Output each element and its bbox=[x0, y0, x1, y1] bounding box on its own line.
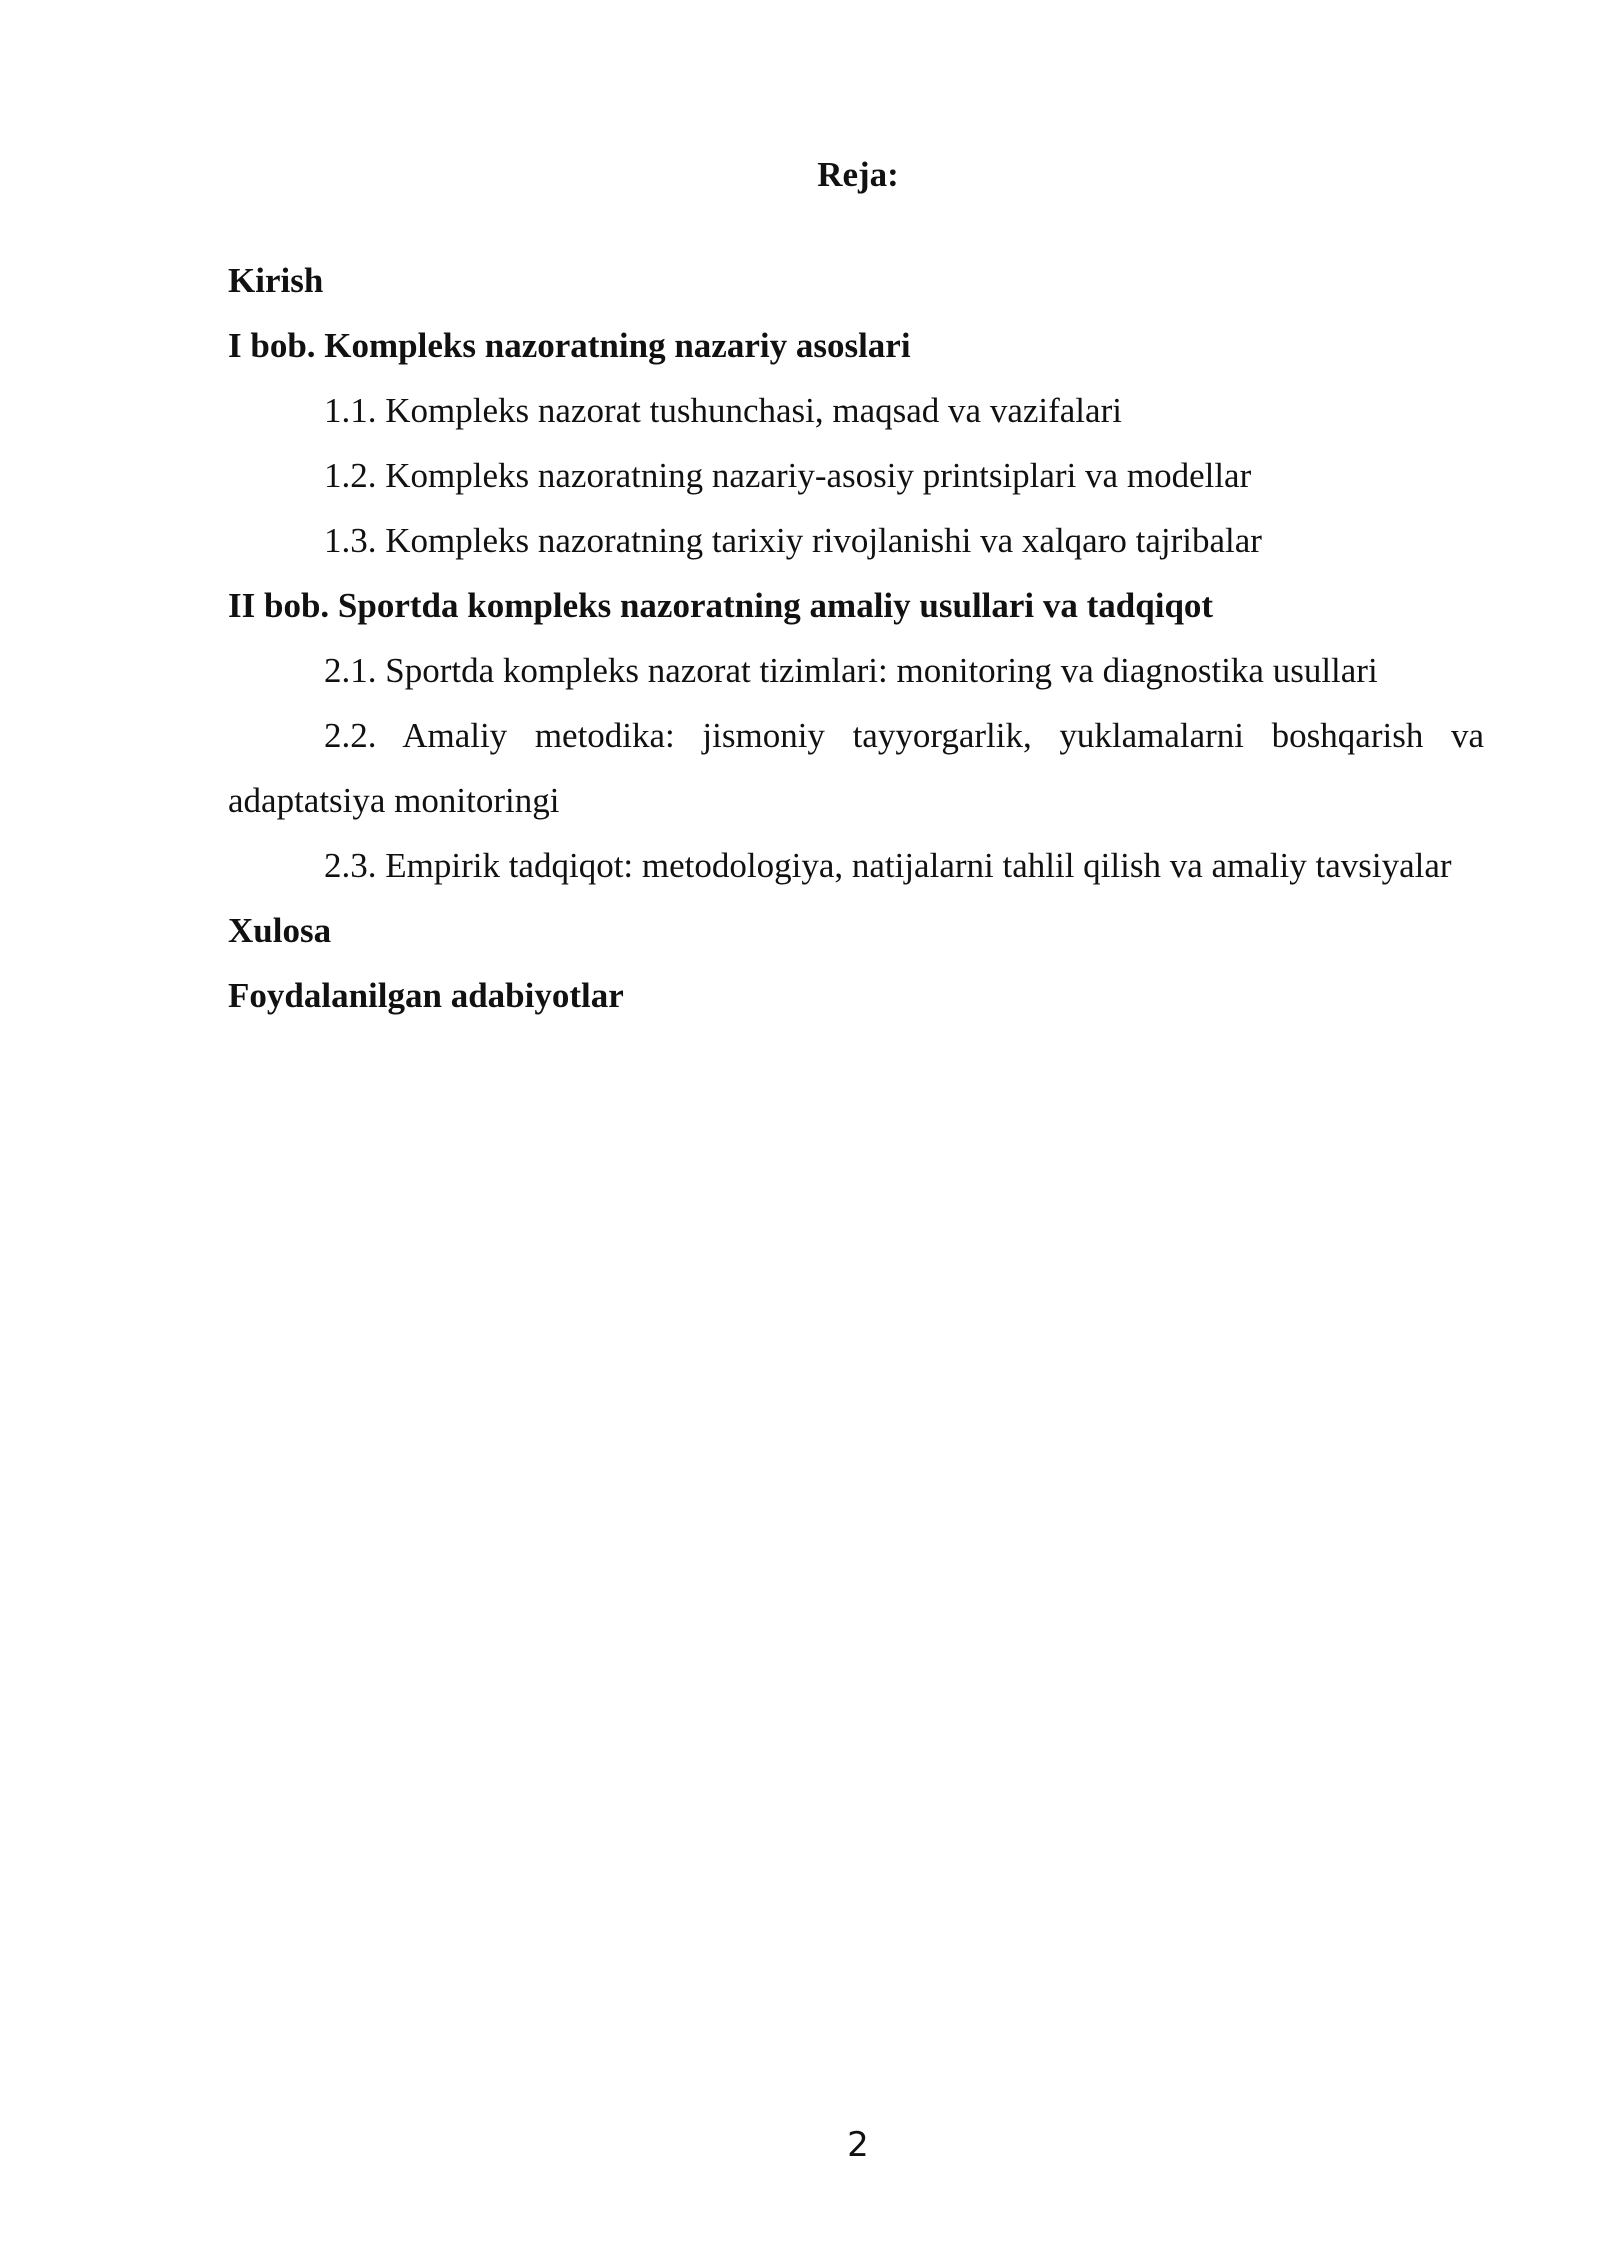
toc-section-2-1: 2.1. Sportda kompleks nazorat tizimlari: monitoring va diagnostika usullari bbox=[324, 651, 1378, 690]
toc-section-1-2: 1.2. Kompleks nazoratning nazariy-asosiy printsiplari va modellar bbox=[324, 456, 1252, 495]
table-of-contents bbox=[228, 248, 1484, 1028]
toc-section-1-3: 1.3. Kompleks nazoratning tarixiy rivojlanishi va xalqaro tajribalar bbox=[324, 521, 1262, 560]
toc-chapter-2: II bob. Sportda kompleks nazoratning amaliy usullari va tadqiqot bbox=[228, 586, 1214, 625]
toc-section-1-1: 1.1. Kompleks nazorat tushunchasi, maqsad va vazifalari bbox=[324, 391, 1122, 430]
toc-chapter-1: I bob. Kompleks nazoratning nazariy asoslari bbox=[228, 326, 911, 365]
toc-references: Foydalanilgan adabiyotlar bbox=[228, 976, 624, 1015]
toc-section-2-2: 2.2. Amaliy metodika: jismoniy tayyorgarlik, yuklamalarni boshqarish va adaptatsiya monitoringi bbox=[228, 716, 1484, 820]
toc-conclusion: Xulosa bbox=[228, 911, 332, 950]
toc-section-2-3: 2.3. Empirik tadqiqot: metodologiya, natijalarni tahlil qilish va amaliy tavsiyalar bbox=[324, 846, 1452, 885]
page-title: Reja: bbox=[817, 155, 899, 194]
toc-intro: Kirish bbox=[228, 261, 324, 300]
page-number: 2 bbox=[847, 2125, 869, 2165]
